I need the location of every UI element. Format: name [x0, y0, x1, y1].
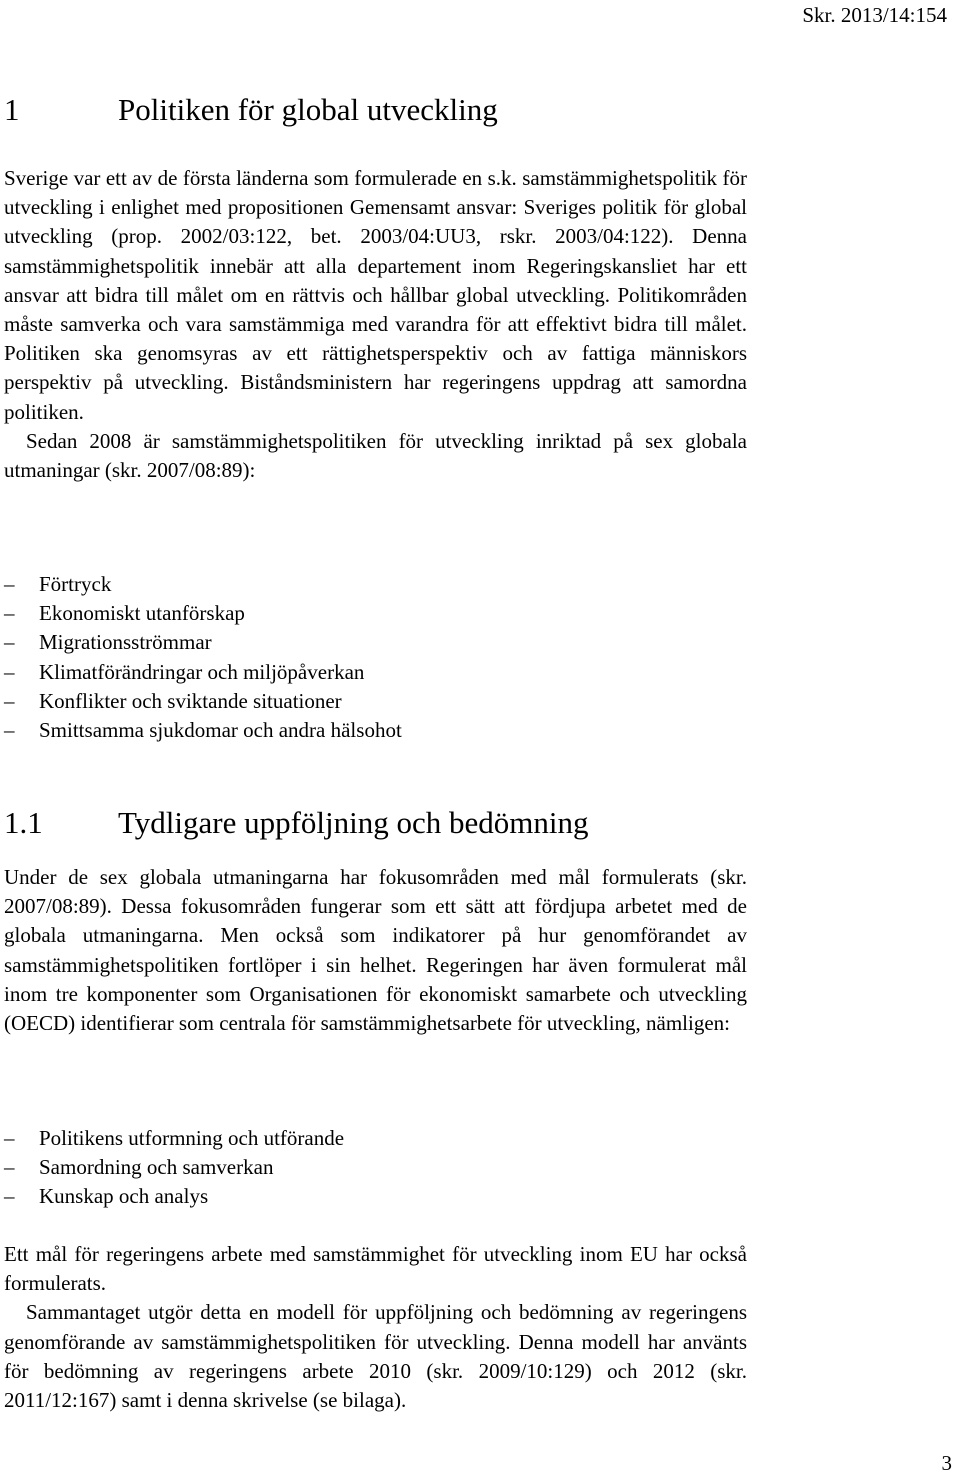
list-item-text: Smittsamma sjukdomar och andra hälsohot: [39, 718, 402, 743]
page-number: 3: [941, 1451, 952, 1475]
running-head: Skr. 2013/14:154: [802, 3, 947, 27]
paragraph: Sverige var ett av de första länderna som formulerade en s.k. samstämmighetspolitik för utveckling i enlighet med propositionen Gemensamt ansvar: Sveriges politik för global utveckling (prop. 2002/03:122, bet. 2003/04:UU3, rskr. 2003/04:122). Denna samstämmighetspolitik innebär att alla departement inom Regeringskansliet har ett ansvar att bidra till målet om en rättvis och hållbar global utveckling. Politikområden måste samverka och vara samstämmiga med varandra för att effektivt bidra till målet. Politiken ska genomsyras av ett rättighetsperspektiv och av fattiga människors perspektiv på utveckling. Biståndsministern har regeringens uppdrag att samordna politiken.: [4, 166, 747, 424]
list-item: [4, 570, 747, 599]
list-item: [4, 1182, 747, 1211]
list-item-text: Klimatförändringar och miljöpåverkan: [39, 659, 365, 684]
section-1-1-text: [4, 863, 747, 1038]
list-item-text: Samordning och samverkan: [39, 1155, 274, 1180]
dash-bullet: –: [4, 1155, 15, 1180]
list-item: [4, 628, 747, 657]
list-item: [4, 1124, 747, 1153]
list-item: [4, 599, 747, 628]
section-number: 1.1: [4, 805, 43, 840]
list-item: [4, 658, 747, 687]
section-title: Tydligare uppföljning och bedömning: [118, 805, 589, 840]
section-number: 1: [4, 92, 20, 127]
dash-bullet: –: [4, 1126, 15, 1150]
paragraph: Ett mål för regeringens arbete med samstämmighet för utveckling inom EU har också formulerats.: [4, 1242, 747, 1296]
dash-bullet: –: [4, 601, 15, 626]
section-heading-1: [4, 92, 498, 128]
dash-bullet: –: [4, 1184, 15, 1209]
list-item-text: Kunskap och analys: [39, 1184, 209, 1209]
challenges-list-wrapper: [4, 570, 747, 745]
paragraph: Sammantaget utgör detta en modell för uppföljning och bedömning av regeringens genomförande av samstämmighetspolitiken för utveckling. Denna modell har använts för bedömning av regeringens arbete 2010 (skr. 2009/10:129) och 2012 (skr. 2011/12:167) samt i denna skrivelse (se bilaga).: [4, 1300, 747, 1413]
dash-bullet: –: [4, 630, 15, 655]
dash-bullet: –: [4, 659, 15, 684]
challenges-list: [4, 570, 747, 745]
components-list: [4, 1124, 747, 1212]
list-item: [4, 716, 747, 745]
section-title: Politiken för global utveckling: [118, 92, 498, 127]
list-item-text: Förtryck: [39, 572, 112, 596]
list-item-text: Ekonomiskt utanförskap: [39, 601, 245, 626]
section-heading-1-1: [4, 805, 589, 841]
dash-bullet: –: [4, 688, 15, 713]
list-item-text: Konflikter och sviktande situationer: [39, 688, 342, 713]
components-list-wrapper: [4, 1124, 747, 1212]
list-item-text: Politikens utformning och utförande: [39, 1126, 345, 1150]
paragraph: Sedan 2008 är samstämmighetspolitiken för utveckling inriktad på sex globala utmaningar (skr. 2007/08:89):: [4, 428, 747, 483]
section-1-1-closing-text: [4, 1240, 747, 1415]
dash-bullet: –: [4, 718, 15, 743]
list-item-text: Migrationsströmmar: [39, 630, 212, 655]
list-item: [4, 1153, 747, 1182]
dash-bullet: –: [4, 572, 15, 596]
paragraph: Under de sex globala utmaningarna har fokusområden med mål formulerats (skr. 2007/08:89). Dessa fokusområden fungerar som ett sätt att fördjupa arbetet med de globala utmaningarna. Men också som indikatorer på hur genomförandet av samstämmighetspolitiken fortlöper i sin helhet. Regeringen har även formulerat mål inom tre komponenter som Organisationen för ekonomiskt samarbete och utveckling (OECD) identifierar som centrala för samstämmighetsarbete för utveckling, nämligen:: [4, 865, 747, 1036]
section-1-text: [4, 164, 747, 485]
list-item: [4, 687, 747, 716]
